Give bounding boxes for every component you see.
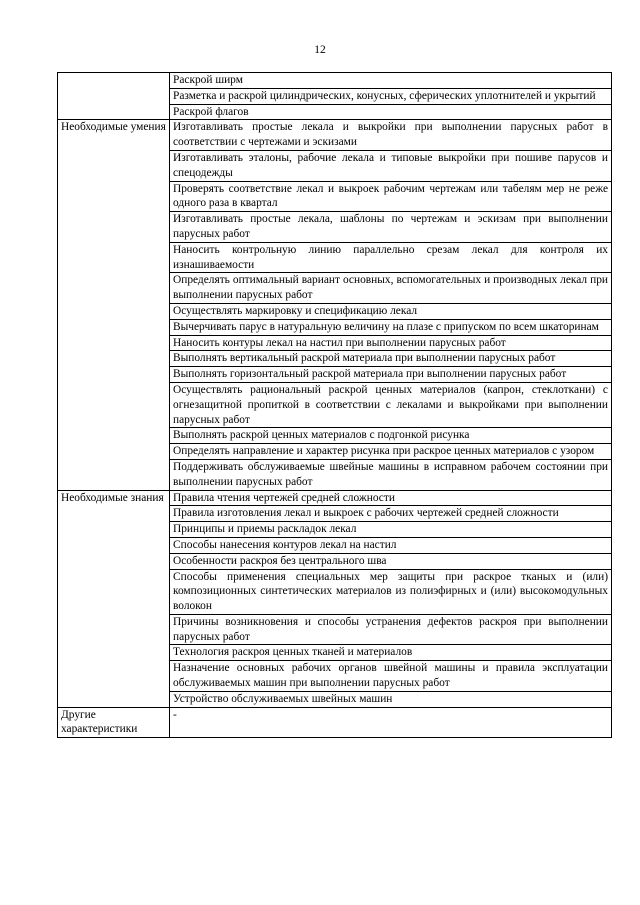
requirement-item: Наносить контрольную линию параллельно срезам лекал для контроля их изнашиваемости <box>170 242 612 273</box>
section-label: Необходимые умения <box>58 120 170 490</box>
requirement-item: Особенности раскроя без центрального шва <box>170 553 612 569</box>
requirement-item: Раскрой флагов <box>170 104 612 120</box>
table-row <box>58 490 612 506</box>
requirement-item: Поддерживать обслуживаемые швейные машины в исправном рабочем состоянии при выполнении парусных работ <box>170 459 612 490</box>
requirement-item: Осуществлять маркировку и спецификацию лекал <box>170 303 612 319</box>
requirement-item: Изготавливать простые лекала, шаблоны по чертежам и эскизам при выполнении парусных работ <box>170 212 612 243</box>
requirement-item: Осуществлять рациональный раскрой ценных материалов (капрон, стеклоткани) с огнезащитной пропиткой в соответствии с лекалами и выкройками при выполнении парусных работ <box>170 382 612 427</box>
requirement-item: Раскрой ширм <box>170 73 612 89</box>
requirement-item: Правила изготовления лекал и выкроек с рабочих чертежей средней сложности <box>170 506 612 522</box>
requirement-item: Способы нанесения контуров лекал на настил <box>170 537 612 553</box>
section-label <box>58 73 170 120</box>
requirement-item: Вычерчивать парус в натуральную величину на плазе с припуском по всем шкаторинам <box>170 319 612 335</box>
requirement-item: Выполнять горизонтальный раскрой материала при выполнении парусных работ <box>170 367 612 383</box>
requirement-item: Выполнять раскрой ценных материалов с подгонкой рисунка <box>170 428 612 444</box>
section-label: Необходимые знания <box>58 490 170 707</box>
table-row <box>58 120 612 151</box>
requirement-item: Технология раскроя ценных тканей и материалов <box>170 645 612 661</box>
requirement-item: Правила чтения чертежей средней сложности <box>170 490 612 506</box>
requirement-item: Изготавливать простые лекала и выкройки при выполнении парусных работ в соответствии с чертежами и эскизами <box>170 120 612 151</box>
table-row <box>58 707 612 738</box>
requirement-item: Наносить контуры лекал на настил при выполнении парусных работ <box>170 335 612 351</box>
requirement-item: Определять направление и характер рисунка при раскрое ценных материалов с узором <box>170 444 612 460</box>
requirement-item: Выполнять вертикальный раскрой материала при выполнении парусных работ <box>170 351 612 367</box>
requirement-item: - <box>170 707 612 738</box>
requirements-table <box>57 72 612 738</box>
requirement-item: Изготавливать эталоны, рабочие лекала и типовые выкройки при пошиве парусов и спецодежды <box>170 150 612 181</box>
requirement-item: Определять оптимальный вариант основных, вспомогательных и производных лекал при выполнении парусных работ <box>170 273 612 304</box>
requirement-item: Принципы и приемы раскладок лекал <box>170 522 612 538</box>
requirement-item: Назначение основных рабочих органов швейной машины и правила эксплуатации обслуживаемых машин при выполнении парусных работ <box>170 661 612 692</box>
table-row <box>58 73 612 89</box>
requirement-item: Способы применения специальных мер защиты при раскрое тканых и (или) композиционных синтетических материалов из полиэфирных и (или) высокомодульных волокон <box>170 569 612 614</box>
section-label: Другие характеристики <box>58 707 170 738</box>
page-number: 12 <box>314 44 326 56</box>
requirement-item: Разметка и раскрой цилиндрических, конусных, сферических уплотнителей и укрытий <box>170 88 612 104</box>
requirement-item: Проверять соответствие лекал и выкроек рабочим чертежам или табелям мер не реже одного раза в квартал <box>170 181 612 212</box>
requirement-item: Устройство обслуживаемых швейных машин <box>170 691 612 707</box>
requirement-item: Причины возникновения и способы устранения дефектов раскроя при выполнении парусных работ <box>170 614 612 645</box>
